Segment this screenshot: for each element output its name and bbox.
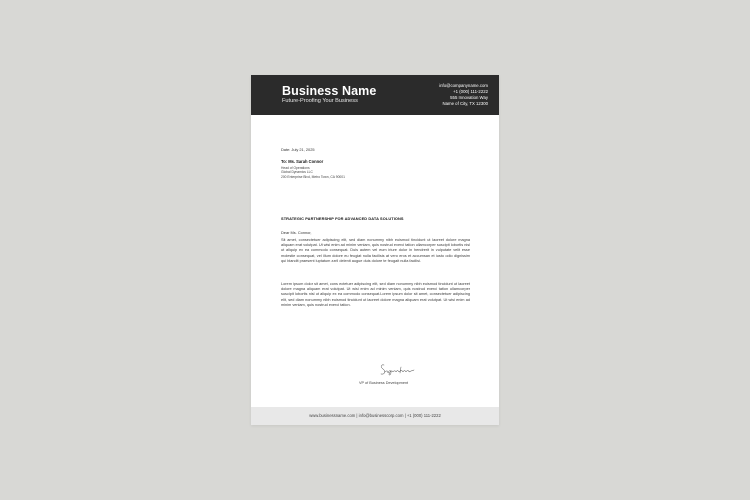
body-paragraph-2: Lorem ipsum dolor sit amet, cons ectetuer adipiscing elit, sed diam nonummy nibh euismod tincidunt ut laoreet dolore magna aliquam erat volutpat. Ut wisi enim ad minim veniam, quis nostrud exerci tation ullamcorper suscipit lobortis nisl ut aliquip ex ea commodo consequat.Lorem ipsum dolor sit amet, consectetuer adipiscing elit, sed diam nonummy nibh euismod tincidunt ut laoreet dolore magna aliquam erat volutpat. Ut wisi enim ad minim veniam, quis nostrud exerci tation. xyxy=(281,282,470,307)
recipient-title: Head of Operations xyxy=(281,165,310,170)
contact-address-line2: Name of City, TX 12300 xyxy=(442,101,488,107)
recipient-address: 200 Enterprise Blvd, Metro Town, CA 90001 xyxy=(281,174,345,179)
business-tagline: Future-Proofing Your Business xyxy=(282,98,358,104)
header-contact-block xyxy=(439,83,488,107)
letterhead-page xyxy=(251,75,499,425)
recipient-block xyxy=(281,160,345,179)
recipient-company: Global Dynamics LLC xyxy=(281,170,313,175)
footer-contact-line: www.businessname.com | info@businesscorp.com | +1 (000) 111-2222 xyxy=(309,413,441,418)
letterhead-footer xyxy=(251,407,499,425)
contact-phone: +1 (000) 111-2222 xyxy=(453,89,488,95)
body-paragraph-1: Sit amet, consectetuer adipiscing elit, sed diam nonummy nibh euismod tincidunt ut laoreet dolore magna aliquam erat volutpat. Ut wisi enim ad minim veniam, quis nostrud exerci tation ullamcorper suscipit lobortis nisl ut aliquip ex ea commodo consequat. Duis autem vel eum iriure dolor in hendrerit in vulputate velit esse molestie consequat, vel illum dolore eu feugiat nulla facilisis at vero eros et accumsan et iusto odio dignissim qui blandit praesent luptatum zzril delenit augue duis dolore te feugait nulla facilisi. xyxy=(281,238,470,263)
letter-date: Date: July 21, 2025 xyxy=(281,147,315,152)
letter-subject: STRATEGIC PARTNERSHIP FOR ADVANCED DATA SOLUTIONS xyxy=(281,216,404,221)
letterhead-header xyxy=(251,75,499,115)
handwritten-signature xyxy=(379,361,417,377)
letter-salutation: Dear Ms. Connor, xyxy=(281,230,312,235)
signature-title: VP of Business Development xyxy=(359,381,409,385)
contact-email: info@companyname.com xyxy=(439,83,488,88)
contact-address-line1: 555 Innovation Way xyxy=(450,95,488,101)
business-name: Business Name xyxy=(282,84,377,98)
recipient-name: To: Ms. Sarah Connor xyxy=(281,159,324,164)
